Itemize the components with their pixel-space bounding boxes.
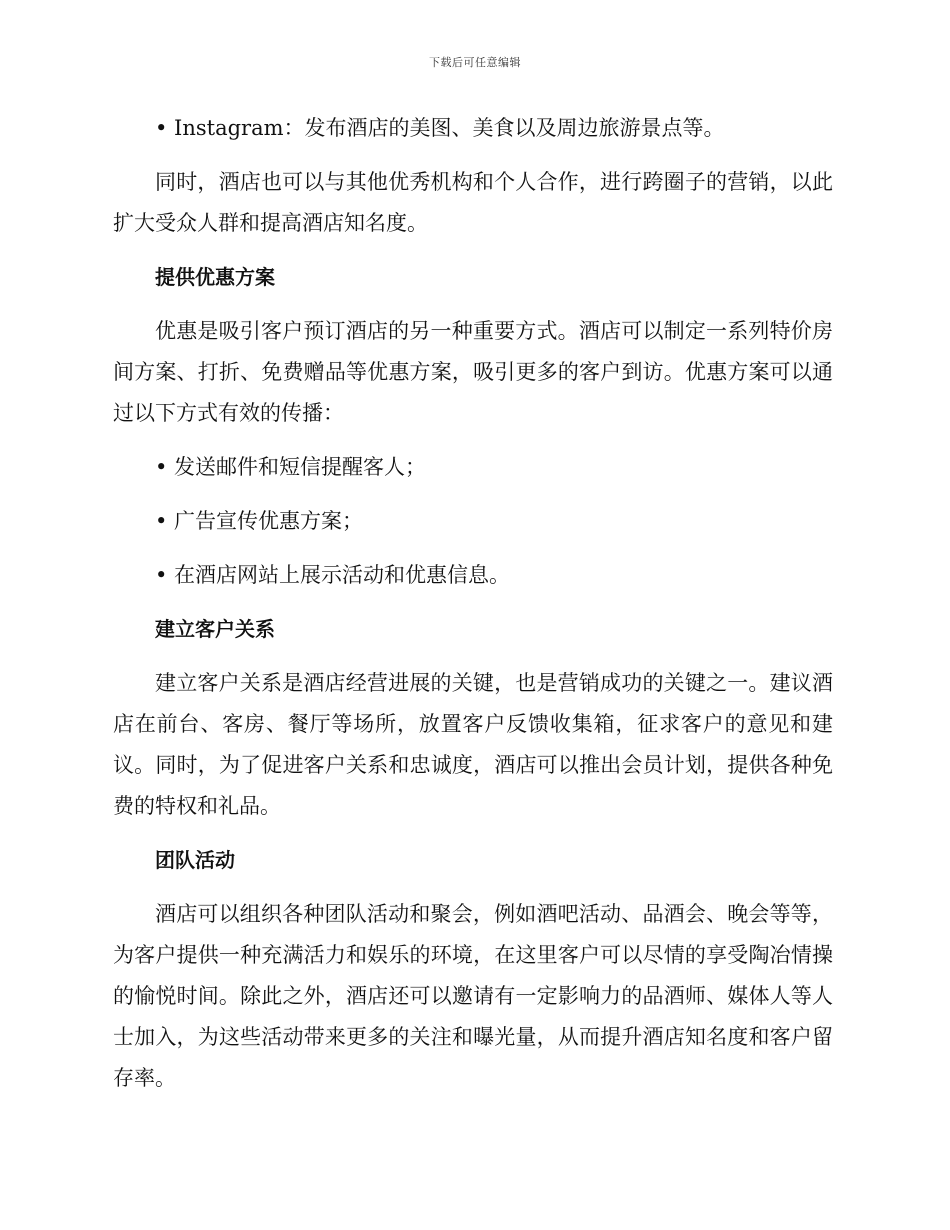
bullet-email-sms: • 发送邮件和短信提醒客人；: [155, 455, 427, 479]
paragraph-team-activities: 酒店可以组织各种团队活动和聚会，例如酒吧活动、品酒会、晚会等等，为客户提供一种充满活力和娱乐的环境，在这里客户可以尽情的享受陶冶情操的愉悦时间。除此之外，酒店还可以邀请有一定影响力的品酒师、媒体人等人士加入，为这些活动带来更多的关注和曝光量，从而提升酒店知名度和客户留存率。: [113, 902, 833, 1090]
page-header: 下载后可任意编辑: [429, 56, 521, 69]
bullet-website: • 在酒店网站上展示活动和优惠信息。: [155, 563, 511, 587]
section-heading-team-activities: 团队活动: [155, 848, 235, 872]
bullet-advertising: • 广告宣传优惠方案；: [155, 509, 364, 533]
paragraph-cooperation: 同时，酒店也可以与其他优秀机构和个人合作，进行跨圈子的营销，以此扩大受众人群和提高酒店知名度。: [113, 170, 833, 235]
document-body: [113, 108, 833, 1112]
paragraph-customer-relations: 建立客户关系是酒店经营进展的关键，也是营销成功的关键之一。建议酒店在前台、客房、餐厅等场所，放置客户反馈收集箱，征求客户的意见和建议。同时，为了促进客户关系和忠诚度，酒店可以推出会员计划，提供各种免费的特权和礼品。: [113, 671, 833, 818]
section-heading-discounts: 提供优惠方案: [155, 265, 275, 289]
paragraph-discounts: 优惠是吸引客户预订酒店的另一种重要方式。酒店可以制定一系列特价房间方案、打折、免费赠品等优惠方案，吸引更多的客户到访。优惠方案可以通过以下方式有效的传播：: [113, 319, 833, 425]
bullet-instagram: • Instagram：发布酒店的美图、美食以及周边旅游景点等。: [155, 116, 725, 140]
section-heading-customer-relations: 建立客户关系: [155, 617, 275, 641]
